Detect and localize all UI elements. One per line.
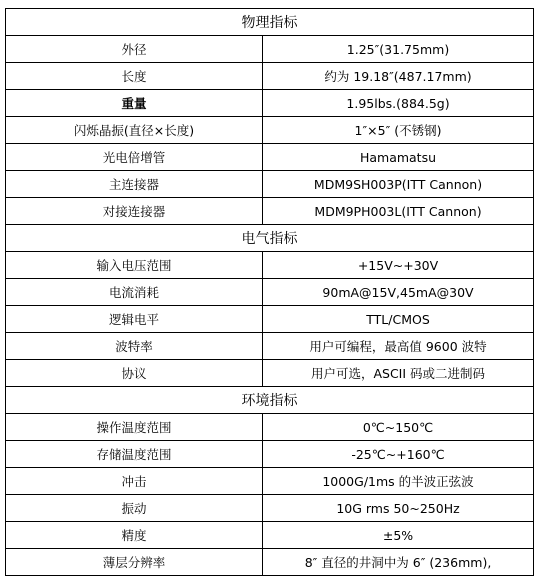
table-row bbox=[6, 549, 534, 576]
table-row bbox=[6, 63, 534, 90]
table-row bbox=[6, 117, 534, 144]
row-value: 1000G/1ms 的半波正弦波 bbox=[263, 468, 534, 495]
table-row bbox=[6, 522, 534, 549]
row-label: 协议 bbox=[6, 360, 263, 387]
row-value: ±5% bbox=[263, 522, 534, 549]
table-row bbox=[6, 252, 534, 279]
row-value: 90mA@15V,45mA@30V bbox=[263, 279, 534, 306]
row-value: 1.25″(31.75mm) bbox=[263, 36, 534, 63]
row-value: 约为 19.18″(487.17mm) bbox=[263, 63, 534, 90]
table-row bbox=[6, 144, 534, 171]
row-label: 光电倍增管 bbox=[6, 144, 263, 171]
section-title-physical: 物理指标 bbox=[6, 9, 534, 36]
table-row bbox=[6, 441, 534, 468]
section-header-row bbox=[6, 387, 534, 414]
table-row bbox=[6, 495, 534, 522]
row-label: 输入电压范围 bbox=[6, 252, 263, 279]
row-value: 1.95lbs.(884.5g) bbox=[263, 90, 534, 117]
row-value: 10G rms 50~250Hz bbox=[263, 495, 534, 522]
table-row bbox=[6, 414, 534, 441]
row-label: 长度 bbox=[6, 63, 263, 90]
row-label: 操作温度范围 bbox=[6, 414, 263, 441]
row-label: 对接连接器 bbox=[6, 198, 263, 225]
table-row bbox=[6, 36, 534, 63]
row-label: 电流消耗 bbox=[6, 279, 263, 306]
section-title-environmental: 环境指标 bbox=[6, 387, 534, 414]
row-value: TTL/CMOS bbox=[263, 306, 534, 333]
table-row bbox=[6, 279, 534, 306]
row-label: 存储温度范围 bbox=[6, 441, 263, 468]
table-row bbox=[6, 333, 534, 360]
row-value: -25℃~+160℃ bbox=[263, 441, 534, 468]
table-row bbox=[6, 171, 534, 198]
row-label: 振动 bbox=[6, 495, 263, 522]
row-value: MDM9PH003L(ITT Cannon) bbox=[263, 198, 534, 225]
row-label: 薄层分辨率 bbox=[6, 549, 263, 576]
row-label: 精度 bbox=[6, 522, 263, 549]
row-label: 主连接器 bbox=[6, 171, 263, 198]
spec-table bbox=[5, 8, 534, 576]
row-label: 闪烁晶振(直径×长度) bbox=[6, 117, 263, 144]
row-label: 逻辑电平 bbox=[6, 306, 263, 333]
row-label: 外径 bbox=[6, 36, 263, 63]
row-value: 0℃~150℃ bbox=[263, 414, 534, 441]
table-row bbox=[6, 468, 534, 495]
row-value: Hamamatsu bbox=[263, 144, 534, 171]
table-row bbox=[6, 306, 534, 333]
row-label: 冲击 bbox=[6, 468, 263, 495]
section-title-electrical: 电气指标 bbox=[6, 225, 534, 252]
section-header-row bbox=[6, 225, 534, 252]
row-label: 波特率 bbox=[6, 333, 263, 360]
row-value: MDM9SH003P(ITT Cannon) bbox=[263, 171, 534, 198]
row-value: 1″×5″ (不锈钢) bbox=[263, 117, 534, 144]
row-value: 用户可选，ASCII 码或二进制码 bbox=[263, 360, 534, 387]
table-row bbox=[6, 360, 534, 387]
row-value: +15V~+30V bbox=[263, 252, 534, 279]
table-row bbox=[6, 90, 534, 117]
row-label: 重量 bbox=[6, 90, 263, 117]
row-value: 用户可编程，最高值 9600 波特 bbox=[263, 333, 534, 360]
row-value: 8″ 直径的井洞中为 6″ (236mm), bbox=[263, 549, 534, 576]
section-header-row bbox=[6, 9, 534, 36]
table-row bbox=[6, 198, 534, 225]
